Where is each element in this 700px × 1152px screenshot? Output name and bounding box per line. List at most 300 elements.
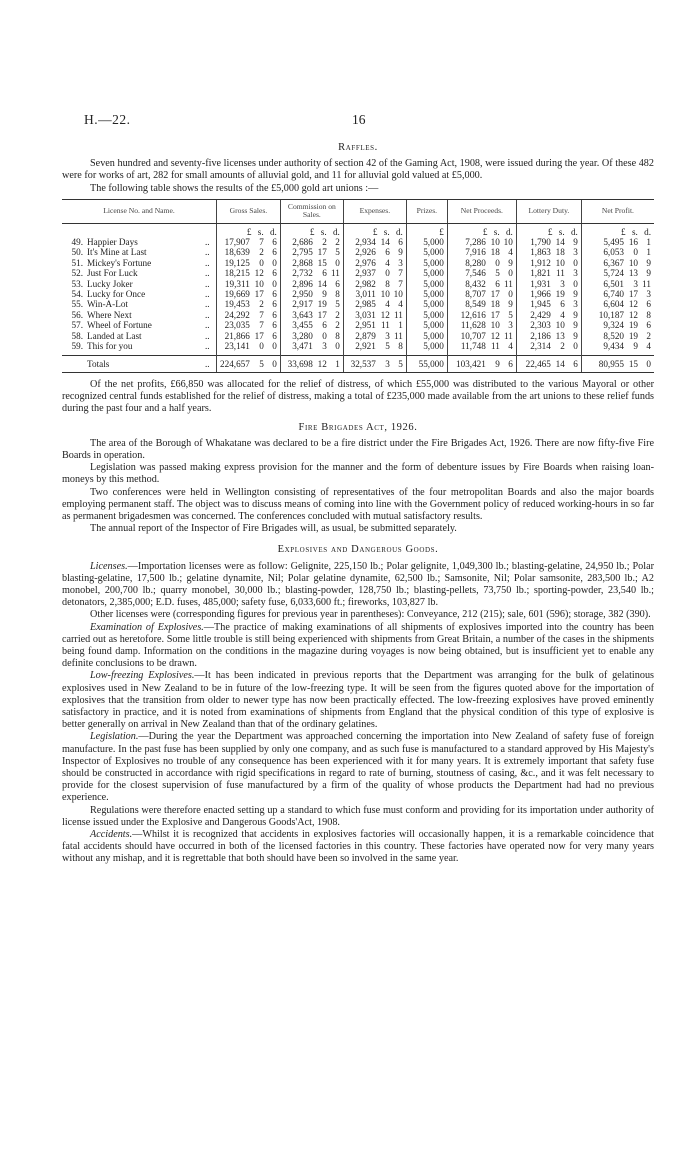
unit-cell [217, 223, 281, 237]
shillings: 19 [555, 289, 565, 300]
prizes-cell: 5,000 [406, 331, 447, 341]
legislation-text: —During the year the Department was approached concerning the importation into New Zealand of safety fuse of foreign manufacture. In the past fuse has been supplied by only one company, and as such fuse is manufactured to a standard approved by His Majesty's Inspector of Explosives no trouble of any consequence has been experienced with it for many years. It is extremely important that safety fuse should be constructed in accordance with rigid specifications in regard to rate of burning, stoutness of casing, &c., and it was felt necessary to provide for the closest supervision of fuse manufactured by a firm of the quality of whose products the Department had had no previous experience. [62, 731, 654, 804]
lottery-duty-cell [516, 310, 581, 320]
pounds: 2,868 [292, 257, 313, 268]
shillings: 15 [628, 358, 638, 369]
shillings: 12 [317, 358, 327, 369]
shillings: 13 [628, 268, 638, 279]
column-header: Gross Sales. [217, 199, 281, 223]
unit-label: £ s. d. [309, 226, 340, 237]
net-proceeds-cell [447, 341, 516, 355]
net-profit-cell [581, 247, 654, 257]
table-row [62, 299, 654, 309]
expenses-cell [343, 310, 406, 320]
pounds: 3,280 [292, 330, 313, 341]
shillings: 5 [385, 341, 390, 352]
net-proceeds-cell [447, 299, 516, 309]
net-profit-cell [581, 289, 654, 299]
shillings: 12 [628, 299, 638, 310]
pounds: 3,011 [355, 289, 376, 300]
unit-label: £ [439, 226, 444, 237]
table-row [62, 279, 654, 289]
prizes-cell: 5,000 [406, 320, 447, 330]
license-cell: 58. Landed at Last .. [62, 331, 217, 341]
license-number: 58. [71, 330, 83, 341]
examination-text: —The practice of making examinations of all shipments of explosives imported into the country has been carried out as heretofore. Some little trouble is still being experienced with shipments from Great Britain, a number of the cases in the shipments being found damp. Information on the conditions in the magazine during voyages is now being obtained, but is insufficient yet to enable any definite conclusions to be drawn. [62, 621, 654, 670]
unit-cell [62, 223, 217, 237]
pence: 2 [335, 320, 340, 331]
net-profit-cell [581, 341, 654, 355]
unit-cell [581, 223, 654, 237]
fire-paragraph: Legislation was passed making express provision for the manner and the form of debenture issues by Fire Boards when raising loan-moneys by this method. [62, 462, 654, 486]
commission-cell [280, 289, 343, 299]
pence: 6 [398, 237, 403, 248]
document-reference: H.—22. [84, 112, 131, 127]
pence: 9 [573, 320, 578, 331]
pence: 4 [646, 341, 651, 352]
pence: 4 [508, 247, 513, 258]
section-heading-fire-brigades: Fire Brigades Act, 1926. [298, 421, 418, 433]
commission-cell [280, 237, 343, 247]
pounds: 1,931 [530, 278, 551, 289]
pence: 2 [646, 330, 651, 341]
unit-label: £ s. d. [246, 226, 277, 237]
commission-cell [280, 299, 343, 309]
shillings: 4 [560, 309, 565, 320]
totals-label-cell: Totals .. [62, 355, 217, 372]
net-proceeds-cell [447, 258, 516, 268]
gross-sales-cell [217, 331, 281, 341]
section-heading-raffles: Raffles. [338, 142, 378, 153]
license-cell: 49. Happier Days .. [62, 237, 217, 247]
pounds: 2,982 [355, 278, 376, 289]
net-profit-cell [581, 355, 654, 372]
table-header-row [62, 199, 654, 223]
license-name: Happier Days [87, 237, 138, 248]
license-cell: 59. This for you .. [62, 341, 217, 355]
accidents-subheading: Accidents. [90, 829, 133, 841]
pence: 3 [573, 299, 578, 310]
license-name: Just For Luck [87, 268, 138, 279]
shillings: 7 [259, 237, 264, 248]
lottery-duty-cell [516, 268, 581, 278]
shillings: 7 [259, 320, 264, 331]
pounds: 19,453 [224, 299, 250, 310]
lottery-duty-cell [516, 247, 581, 257]
net-proceeds-cell [447, 310, 516, 320]
pounds: 32,537 [350, 358, 376, 369]
shillings: 18 [555, 247, 565, 258]
net-proceeds-cell [447, 247, 516, 257]
pounds: 224,657 [220, 358, 250, 369]
gross-sales-cell [217, 310, 281, 320]
pence: 9 [646, 268, 651, 279]
unit-cell [280, 223, 343, 237]
shillings: 17 [628, 289, 638, 300]
shillings: 17 [254, 289, 264, 300]
pence: 6 [272, 237, 277, 248]
shillings: 17 [317, 309, 327, 320]
pence: 0 [573, 257, 578, 268]
table-row [62, 320, 654, 330]
license-number: 59. [71, 341, 83, 352]
pence: 2 [335, 309, 340, 320]
pounds: 10,187 [598, 309, 624, 320]
pounds: 9,324 [603, 320, 624, 331]
pounds: 11,748 [460, 341, 486, 352]
shillings: 4 [385, 257, 390, 268]
pounds: 8,280 [465, 257, 486, 268]
shillings: 0 [385, 268, 390, 279]
unit-cell [343, 223, 406, 237]
gross-sales-cell [217, 299, 281, 309]
license-cell: 50. It's Mine at Last .. [62, 247, 217, 257]
pence: 9 [573, 289, 578, 300]
license-number: 54. [71, 289, 83, 300]
expenses-cell [343, 258, 406, 268]
pence: 6 [646, 320, 651, 331]
pence: 9 [646, 257, 651, 268]
pence: 2 [335, 237, 340, 248]
fire-paragraph: Two conferences were held in Wellington consisting of representatives of the four metropolitan Boards and also the major boards employing permanent staff. The object was to discuss means of coming into line with the Government policy of reduced working-hours in so far as permanent brigadesmen was concerned. The conferences concluded with mutual satisfactory results. [62, 486, 654, 522]
lottery-duty-cell [516, 341, 581, 355]
pounds: 3,031 [355, 309, 376, 320]
pence: 8 [335, 289, 340, 300]
shillings: 3 [560, 278, 565, 289]
shillings: 13 [555, 330, 565, 341]
pence: 0 [508, 289, 513, 300]
units-row [62, 223, 654, 237]
shillings: 11 [491, 341, 500, 352]
shillings: 0 [495, 257, 500, 268]
pence: 0 [573, 278, 578, 289]
license-number: 56. [71, 309, 83, 320]
shillings: 12 [380, 309, 390, 320]
license-number: 55. [71, 299, 83, 310]
pence: 5 [398, 358, 403, 369]
shillings: 3 [385, 330, 390, 341]
license-cell: 55. Win-A-Lot .. [62, 299, 217, 309]
pence: 4 [398, 299, 403, 310]
shillings: 5 [259, 358, 264, 369]
pounds: 1,821 [530, 268, 551, 279]
unit-cell [516, 223, 581, 237]
pounds: 18,215 [224, 268, 250, 279]
license-name: Landed at Last [87, 330, 142, 341]
license-name: Wheel of Fortune [87, 320, 152, 331]
pence: 8 [398, 341, 403, 352]
raffles-results-table [62, 199, 654, 373]
pence: 0 [272, 257, 277, 268]
pounds: 2,950 [292, 289, 313, 300]
pence: 0 [272, 278, 277, 289]
pounds: 23,035 [224, 320, 250, 331]
net-proceeds-cell [447, 237, 516, 247]
pence: 10 [393, 289, 403, 300]
pounds: 2,303 [530, 320, 551, 331]
license-name: This for you [87, 341, 133, 352]
pence: 11 [331, 268, 340, 279]
prizes-cell: 5,000 [406, 299, 447, 309]
net-profit-cell [581, 320, 654, 330]
pounds: 3,643 [292, 309, 313, 320]
pence: 6 [272, 299, 277, 310]
pounds: 3,471 [292, 341, 313, 352]
pence: 10 [503, 237, 513, 248]
page-number: 16 [352, 112, 366, 127]
totals-row [62, 355, 654, 372]
column-header: Lottery Duty. [516, 199, 581, 223]
pounds: 7,916 [465, 247, 486, 258]
pounds: 18,639 [224, 247, 250, 258]
low-freezing-subheading: Low-freezing Explosives. [90, 670, 195, 682]
pounds: 19,669 [224, 289, 250, 300]
shillings: 4 [385, 299, 390, 310]
column-header: Net Profit. [581, 199, 654, 223]
shillings: 0 [259, 341, 264, 352]
table-row [62, 289, 654, 299]
license-number: 57. [71, 320, 83, 331]
shillings: 14 [380, 237, 390, 248]
shillings: 7 [259, 309, 264, 320]
totals-label: Totals [87, 358, 110, 369]
gross-sales-cell [217, 355, 281, 372]
shillings: 10 [490, 237, 500, 248]
net-profit-cell [581, 268, 654, 278]
pence: 11 [504, 330, 513, 341]
pence: 9 [573, 309, 578, 320]
gross-sales-cell [217, 237, 281, 247]
pence: 5 [335, 247, 340, 258]
pence: 1 [335, 358, 340, 369]
shillings: 2 [259, 247, 264, 258]
net-proceeds-cell [447, 331, 516, 341]
net-proceeds-cell [447, 289, 516, 299]
shillings: 9 [633, 341, 638, 352]
license-name: It's Mine at Last [87, 247, 147, 258]
pence: 9 [508, 299, 513, 310]
license-number: 49. [71, 237, 83, 248]
pence: 0 [272, 358, 277, 369]
pence: 9 [398, 247, 403, 258]
gross-sales-cell [217, 320, 281, 330]
pounds: 1,945 [530, 299, 551, 310]
pounds: 11,628 [460, 320, 486, 331]
shillings: 2 [322, 237, 327, 248]
pence: 0 [573, 341, 578, 352]
pence: 6 [272, 247, 277, 258]
shillings: 2 [560, 341, 565, 352]
shillings: 11 [381, 320, 390, 331]
column-header: Expenses. [343, 199, 406, 223]
shillings: 10 [628, 257, 638, 268]
shillings: 14 [555, 237, 565, 248]
pence: 6 [573, 358, 578, 369]
pence: 1 [646, 237, 651, 248]
pounds: 2,186 [530, 330, 551, 341]
expenses-cell [343, 299, 406, 309]
license-name: Where Next [87, 309, 132, 320]
pounds: 2,976 [355, 257, 376, 268]
pounds: 5,495 [603, 237, 624, 248]
shillings: 0 [322, 330, 327, 341]
pounds: 2,686 [292, 237, 313, 248]
prizes-cell: 5,000 [406, 310, 447, 320]
pence: 6 [272, 330, 277, 341]
pounds: 1,863 [530, 247, 551, 258]
gross-sales-cell [217, 258, 281, 268]
pounds: 7,286 [465, 237, 486, 248]
commission-cell [280, 279, 343, 289]
pence: 8 [335, 330, 340, 341]
low-freezing-text: —It has been indicated in previous reports that the Department was arranging for the bulk of gelatinous explosives used in New Zealand to be in future of the low-freezing type. It will be seen from the figures quoted above for the importation of explosives that the transition from older to newer type has now been practically effected. The low-freezing explosives have proved eminently satisfactory in practice, and it is noted from examinations of shipments from England that the physical condition of this type of explosive is better generally on arrival in New Zealand than that of the ordinary gelatines. [62, 670, 654, 731]
table-row [62, 310, 654, 320]
shillings: 8 [385, 278, 390, 289]
pence: 0 [272, 341, 277, 352]
prizes-cell: 5,000 [406, 279, 447, 289]
shillings: 17 [490, 309, 500, 320]
pence: 6 [272, 320, 277, 331]
license-cell: 51. Mickey's Fortune .. [62, 258, 217, 268]
shillings: 10 [555, 257, 565, 268]
table-row [62, 331, 654, 341]
pence: 6 [272, 268, 277, 279]
net-profit-cell [581, 237, 654, 247]
shillings: 18 [490, 299, 500, 310]
pounds: 8,707 [465, 289, 486, 300]
gross-sales-cell [217, 279, 281, 289]
pence: 6 [272, 309, 277, 320]
raffles-table-intro: The following table shows the results of the £5,000 gold art unions :— [90, 182, 379, 194]
pence: 4 [508, 341, 513, 352]
shillings: 11 [556, 268, 565, 279]
shillings: 12 [490, 330, 500, 341]
commission-cell [280, 331, 343, 341]
net-proceeds-cell [447, 355, 516, 372]
pounds: 19,311 [224, 278, 250, 289]
table-row [62, 268, 654, 278]
expenses-cell [343, 268, 406, 278]
license-name: Win-A-Lot [87, 299, 128, 310]
pounds: 5,724 [603, 268, 624, 279]
lottery-duty-cell [516, 331, 581, 341]
net-profit-cell [581, 299, 654, 309]
lottery-duty-cell [516, 289, 581, 299]
net-proceeds-cell [447, 279, 516, 289]
prizes-cell: 55,000 [406, 355, 447, 372]
pounds: 6,501 [603, 278, 624, 289]
shillings: 19 [628, 330, 638, 341]
pounds: 1,966 [530, 289, 551, 300]
pounds: 21,866 [224, 330, 250, 341]
shillings: 10 [490, 320, 500, 331]
shillings: 17 [254, 330, 264, 341]
column-header: License No. and Name. [62, 199, 217, 223]
pounds: 2,926 [355, 247, 376, 258]
section-heading-explosives: Explosives and Dangerous Goods. [277, 544, 439, 556]
shillings: 10 [254, 278, 264, 289]
pence: 5 [508, 309, 513, 320]
shillings: 0 [633, 247, 638, 258]
commission-cell [280, 310, 343, 320]
pence: 11 [394, 330, 403, 341]
pounds: 8,549 [465, 299, 486, 310]
licenses-subheading: Licenses. [90, 560, 128, 572]
pounds: 103,421 [456, 358, 486, 369]
shillings: 5 [495, 268, 500, 279]
pounds: 24,292 [224, 309, 250, 320]
pence: 3 [398, 257, 403, 268]
gross-sales-cell [217, 341, 281, 355]
pounds: 2,917 [292, 299, 313, 310]
page-body [62, 136, 654, 866]
pounds: 10,707 [460, 330, 486, 341]
unit-cell [447, 223, 516, 237]
shillings: 6 [322, 268, 327, 279]
low-freezing-paragraph [62, 670, 654, 731]
lottery-duty-cell [516, 258, 581, 268]
license-name: Lucky for Once [87, 289, 146, 300]
pounds: 2,879 [355, 330, 376, 341]
commission-cell [280, 258, 343, 268]
pence: 1 [398, 320, 403, 331]
shillings: 0 [259, 257, 264, 268]
pence: 6 [508, 358, 513, 369]
lottery-duty-cell [516, 320, 581, 330]
pence: 9 [573, 330, 578, 341]
pounds: 19,125 [224, 257, 250, 268]
licenses-paragraph [62, 561, 654, 610]
pence: 7 [398, 268, 403, 279]
license-name: Lucky Joker [87, 278, 133, 289]
prizes-cell: 5,000 [406, 289, 447, 299]
shillings: 6 [385, 247, 390, 258]
pounds: 1,790 [530, 237, 551, 248]
pence: 0 [335, 257, 340, 268]
pence: 1 [646, 247, 651, 258]
pounds: 2,937 [355, 268, 376, 279]
unit-cell [406, 223, 447, 237]
unit-label: £ s. d. [482, 226, 513, 237]
gross-sales-cell [217, 289, 281, 299]
net-profit-cell [581, 331, 654, 341]
shillings: 17 [490, 289, 500, 300]
pounds: 2,314 [530, 341, 551, 352]
pounds: 6,367 [603, 257, 624, 268]
pounds: 2,732 [292, 268, 313, 279]
pounds: 8,432 [465, 278, 486, 289]
pence: 0 [335, 341, 340, 352]
pence: 0 [508, 268, 513, 279]
lottery-duty-cell [516, 279, 581, 289]
column-header: Net Proceeds. [447, 199, 516, 223]
gross-sales-cell [217, 268, 281, 278]
pounds: 12,616 [460, 309, 486, 320]
shillings: 2 [259, 299, 264, 310]
accidents-paragraph [62, 829, 654, 866]
net-profit-cell [581, 279, 654, 289]
raffles-net-profits-paragraph: Of the net profits, £66,850 was allocated for the relief of distress, of which £55,000 was distributed to the various Mayoral or other recognized central funds established for the relief of distress, making a total of £235,000 made available from the art unions to these relief funds during the past four and a half years. [62, 378, 654, 415]
pounds: 33,698 [287, 358, 313, 369]
expenses-cell [343, 331, 406, 341]
shillings: 18 [490, 247, 500, 258]
pounds: 22,465 [525, 358, 551, 369]
shillings: 9 [322, 289, 327, 300]
commission-cell [280, 320, 343, 330]
table-row [62, 258, 654, 268]
license-number: 51. [71, 257, 83, 268]
pounds: 80,955 [598, 358, 624, 369]
